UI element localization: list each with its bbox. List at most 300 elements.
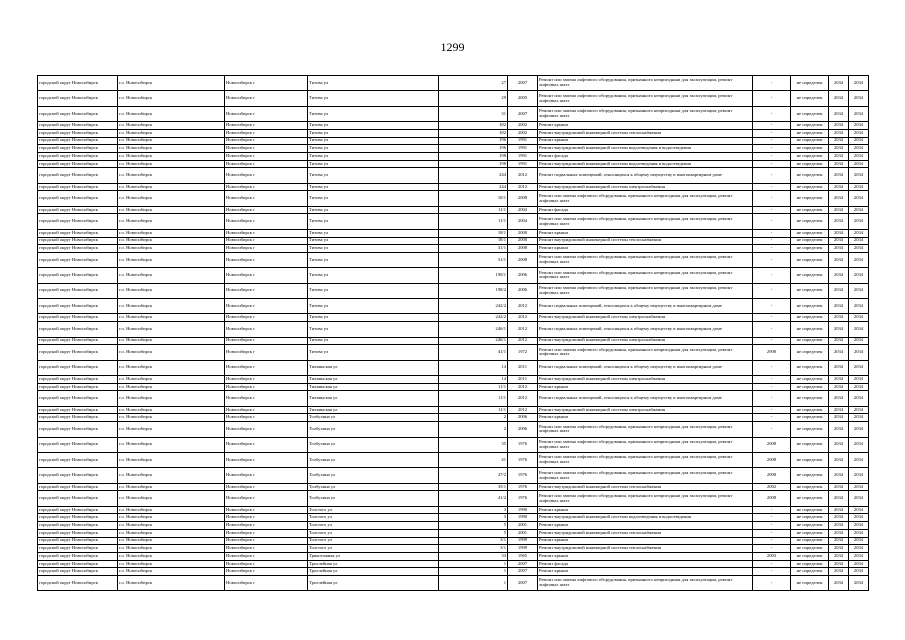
- table-row: [38, 376, 869, 384]
- house-number-cell: 198/2: [439, 283, 508, 298]
- municipality-cell: городской округ Новосибирск: [38, 191, 118, 206]
- year-built-cell: 1991: [508, 145, 538, 153]
- municipality-cell: городской округ Новосибирск: [38, 545, 118, 553]
- work-type-cell: Ремонт или замена лифтового оборудования, признанного непригодным для эксплуатации, ремонт лифтовых шахт: [538, 91, 753, 106]
- plan-start-cell: 2034: [829, 229, 849, 237]
- table-row: [38, 122, 869, 130]
- plan-end-cell: 2034: [849, 122, 869, 130]
- municipality-cell: городской округ Новосибирск: [38, 299, 118, 314]
- city-cell: Новосибирск г: [225, 245, 308, 253]
- city-cell: Новосибирск г: [225, 406, 308, 414]
- municipality-cell: городской округ Новосибирск: [38, 360, 118, 375]
- municipality-cell: городской округ Новосибирск: [38, 145, 118, 153]
- municipality-cell: городской округ Новосибирск: [38, 383, 118, 391]
- plan-start-cell: 2034: [829, 376, 849, 384]
- work-type-cell: Ремонт крыши: [538, 522, 753, 530]
- work-type-cell: Ремонт внутридомовой инженерной системы электроснабжения: [538, 406, 753, 414]
- work-type-cell: Ремонт внутридомовой инженерной системы теплоснабжения: [538, 237, 753, 245]
- last-repair-year-cell: -: [753, 268, 791, 283]
- year-built-cell: 2001: [508, 529, 538, 537]
- municipality-cell: городской округ Новосибирск: [38, 575, 118, 590]
- street-cell: Титова ул: [308, 183, 439, 191]
- settlement-cell: г.о. Новосибирск: [118, 383, 225, 391]
- year-built-cell: 2000: [508, 229, 538, 237]
- settlement-cell: г.о. Новосибирск: [118, 452, 225, 467]
- plan-end-cell: 2034: [849, 414, 869, 422]
- municipality-cell: городской округ Новосибирск: [38, 206, 118, 214]
- street-cell: Титова ул: [308, 237, 439, 245]
- table-row: [38, 76, 869, 91]
- work-type-cell: Ремонт или замена лифтового оборудования, признанного непригодным для эксплуатации, ремонт лифтовых шахт: [538, 252, 753, 267]
- table-row: [38, 560, 869, 568]
- last-repair-year-cell: -: [753, 537, 791, 545]
- plan-end-cell: 2034: [849, 406, 869, 414]
- municipality-cell: городской округ Новосибирск: [38, 406, 118, 414]
- plan-start-cell: 2034: [829, 145, 849, 153]
- municipality-cell: городской округ Новосибирск: [38, 229, 118, 237]
- plan-start-cell: 2034: [829, 522, 849, 530]
- settlement-cell: г.о. Новосибирск: [118, 391, 225, 406]
- municipality-cell: городской округ Новосибирск: [38, 237, 118, 245]
- house-number-cell: 244: [439, 183, 508, 191]
- year-built-cell: 2008: [508, 245, 538, 253]
- cost-cell: не определен: [791, 337, 829, 345]
- plan-end-cell: 2034: [849, 91, 869, 106]
- street-cell: Толбухина ул: [308, 414, 439, 422]
- plan-end-cell: 2034: [849, 506, 869, 514]
- municipality-cell: городской округ Новосибирск: [38, 152, 118, 160]
- plan-end-cell: 2034: [849, 552, 869, 560]
- settlement-cell: г.о. Новосибирск: [118, 183, 225, 191]
- year-built-cell: 2012: [508, 168, 538, 183]
- table-row: [38, 129, 869, 137]
- settlement-cell: г.о. Новосибирск: [118, 152, 225, 160]
- last-repair-year-cell: 2002: [753, 483, 791, 491]
- plan-start-cell: 2034: [829, 437, 849, 452]
- settlement-cell: г.о. Новосибирск: [118, 437, 225, 452]
- year-built-cell: 2007: [508, 560, 538, 568]
- plan-start-cell: 2034: [829, 414, 849, 422]
- municipality-cell: городской округ Новосибирск: [38, 414, 118, 422]
- cost-cell: не определен: [791, 91, 829, 106]
- municipality-cell: городской округ Новосибирск: [38, 245, 118, 253]
- last-repair-year-cell: -: [753, 575, 791, 590]
- plan-start-cell: 2034: [829, 152, 849, 160]
- last-repair-year-cell: -: [753, 568, 791, 576]
- municipality-cell: городской округ Новосибирск: [38, 122, 118, 130]
- year-built-cell: 1976: [508, 483, 538, 491]
- street-cell: Толстого ул: [308, 522, 439, 530]
- year-built-cell: 1972: [508, 345, 538, 360]
- last-repair-year-cell: -: [753, 529, 791, 537]
- house-number-cell: 246/1: [439, 322, 508, 337]
- last-repair-year-cell: -: [753, 191, 791, 206]
- street-cell: Титова ул: [308, 137, 439, 145]
- cost-cell: не определен: [791, 137, 829, 145]
- year-built-cell: 1999: [508, 545, 538, 553]
- year-built-cell: 2006: [508, 283, 538, 298]
- municipality-cell: городской округ Новосибирск: [38, 506, 118, 514]
- city-cell: Новосибирск г: [225, 506, 308, 514]
- municipality-cell: городской округ Новосибирск: [38, 468, 118, 483]
- settlement-cell: г.о. Новосибирск: [118, 145, 225, 153]
- last-repair-year-cell: -: [753, 168, 791, 183]
- city-cell: Новосибирск г: [225, 229, 308, 237]
- house-number-cell: 198: [439, 152, 508, 160]
- street-cell: Титова ул: [308, 322, 439, 337]
- year-built-cell: 1976: [508, 437, 538, 452]
- table-row: [38, 575, 869, 590]
- last-repair-year-cell: 2008: [753, 491, 791, 506]
- house-number-cell: 182: [439, 129, 508, 137]
- house-number-cell: 27: [439, 76, 508, 91]
- municipality-cell: городской округ Новосибирск: [38, 337, 118, 345]
- street-cell: Титова ул: [308, 245, 439, 253]
- table-row: [38, 468, 869, 483]
- work-type-cell: Ремонт подвальных помещений, относящихся к общему имуществу в многоквартирном доме: [538, 360, 753, 375]
- municipality-cell: городской округ Новосибирск: [38, 568, 118, 576]
- cost-cell: не определен: [791, 314, 829, 322]
- city-cell: Новосибирск г: [225, 152, 308, 160]
- plan-end-cell: 2034: [849, 345, 869, 360]
- municipality-cell: городской округ Новосибирск: [38, 522, 118, 530]
- cost-cell: не определен: [791, 376, 829, 384]
- house-number-cell: 244: [439, 168, 508, 183]
- house-number-cell: 1: [439, 575, 508, 590]
- city-cell: Новосибирск г: [225, 299, 308, 314]
- year-built-cell: 2006: [508, 422, 538, 437]
- cost-cell: не определен: [791, 152, 829, 160]
- settlement-cell: г.о. Новосибирск: [118, 237, 225, 245]
- cost-cell: не определен: [791, 437, 829, 452]
- year-built-cell: 2008: [508, 252, 538, 267]
- year-built-cell: 2012: [508, 299, 538, 314]
- last-repair-year-cell: -: [753, 237, 791, 245]
- municipality-cell: городской округ Новосибирск: [38, 529, 118, 537]
- work-type-cell: Ремонт подвальных помещений, относящихся к общему имуществу в многоквартирном доме: [538, 322, 753, 337]
- plan-end-cell: 2034: [849, 560, 869, 568]
- house-number-cell: 18/1: [439, 229, 508, 237]
- municipality-cell: городской округ Новосибирск: [38, 160, 118, 168]
- table-row: [38, 360, 869, 375]
- last-repair-year-cell: -: [753, 122, 791, 130]
- year-built-cell: 2007: [508, 575, 538, 590]
- city-cell: Новосибирск г: [225, 491, 308, 506]
- plan-start-cell: 2034: [829, 537, 849, 545]
- work-type-cell: Ремонт подвальных помещений, относящихся к общему имуществу в многоквартирном доме: [538, 299, 753, 314]
- municipality-cell: городской округ Новосибирск: [38, 314, 118, 322]
- house-number-cell: 1: [439, 568, 508, 576]
- street-cell: Титова ул: [308, 168, 439, 183]
- year-built-cell: 2012: [508, 406, 538, 414]
- municipality-cell: городской округ Новосибирск: [38, 214, 118, 229]
- street-cell: Титова ул: [308, 76, 439, 91]
- city-cell: Новосибирск г: [225, 145, 308, 153]
- work-type-cell: Ремонт крыши: [538, 568, 753, 576]
- work-type-cell: Ремонт крыши: [538, 383, 753, 391]
- street-cell: Толбухина ул: [308, 483, 439, 491]
- plan-start-cell: 2034: [829, 491, 849, 506]
- work-type-cell: Ремонт или замена лифтового оборудования, признанного непригодным для эксплуатации, ремонт лифтовых шахт: [538, 345, 753, 360]
- house-number-cell: 1: [439, 560, 508, 568]
- cost-cell: не определен: [791, 414, 829, 422]
- work-type-cell: Ремонт внутридомовой инженерной системы теплоснабжения: [538, 483, 753, 491]
- city-cell: Новосибирск г: [225, 183, 308, 191]
- year-built-cell: 2006: [508, 268, 538, 283]
- plan-start-cell: 2034: [829, 183, 849, 191]
- street-cell: Титова ул: [308, 252, 439, 267]
- table-row: [38, 191, 869, 206]
- last-repair-year-cell: -: [753, 545, 791, 553]
- settlement-cell: г.о. Новосибирск: [118, 414, 225, 422]
- work-type-cell: Ремонт подвальных помещений, относящихся к общему имуществу в многоквартирном доме: [538, 168, 753, 183]
- plan-end-cell: 2034: [849, 422, 869, 437]
- cost-cell: не определен: [791, 575, 829, 590]
- last-repair-year-cell: -: [753, 376, 791, 384]
- house-number-cell: 18/1: [439, 237, 508, 245]
- plan-end-cell: 2034: [849, 437, 869, 452]
- municipality-cell: городской округ Новосибирск: [38, 514, 118, 522]
- street-cell: Титова ул: [308, 191, 439, 206]
- municipality-cell: городской округ Новосибирск: [38, 268, 118, 283]
- table-row: [38, 537, 869, 545]
- year-built-cell: 1976: [508, 452, 538, 467]
- work-type-cell: Ремонт крыши: [538, 414, 753, 422]
- work-type-cell: Ремонт или замена лифтового оборудования, признанного непригодным для эксплуатации, ремонт лифтовых шахт: [538, 437, 753, 452]
- year-built-cell: 2001: [508, 522, 538, 530]
- city-cell: Новосибирск г: [225, 422, 308, 437]
- plan-end-cell: 2034: [849, 237, 869, 245]
- cost-cell: не определен: [791, 506, 829, 514]
- table-row: [38, 106, 869, 121]
- cost-cell: не определен: [791, 452, 829, 467]
- work-type-cell: Ремонт крыши: [538, 229, 753, 237]
- table-row: [38, 406, 869, 414]
- house-number-cell: 31: [439, 106, 508, 121]
- cost-cell: не определен: [791, 122, 829, 130]
- street-cell: Толбухина ул: [308, 422, 439, 437]
- house-number-cell: 198: [439, 160, 508, 168]
- cost-cell: не определен: [791, 529, 829, 537]
- last-repair-year-cell: -: [753, 160, 791, 168]
- year-built-cell: 2000: [508, 237, 538, 245]
- plan-start-cell: 2034: [829, 560, 849, 568]
- cost-cell: не определен: [791, 406, 829, 414]
- plan-end-cell: 2034: [849, 76, 869, 91]
- plan-start-cell: 2034: [829, 529, 849, 537]
- settlement-cell: г.о. Новосибирск: [118, 575, 225, 590]
- house-number-cell: 246/1: [439, 337, 508, 345]
- house-number-cell: 35: [439, 437, 508, 452]
- street-cell: Титова ул: [308, 160, 439, 168]
- cost-cell: не определен: [791, 483, 829, 491]
- cost-cell: не определен: [791, 106, 829, 121]
- house-number-cell: 5: [439, 522, 508, 530]
- table-row: [38, 183, 869, 191]
- table-body: [38, 76, 869, 591]
- city-cell: Новосибирск г: [225, 268, 308, 283]
- work-type-cell: Ремонт или замена лифтового оборудования, признанного непригодным для эксплуатации, ремонт лифтовых шахт: [538, 468, 753, 483]
- settlement-cell: г.о. Новосибирск: [118, 568, 225, 576]
- street-cell: Титова ул: [308, 337, 439, 345]
- plan-start-cell: 2034: [829, 552, 849, 560]
- last-repair-year-cell: -: [753, 391, 791, 406]
- work-type-cell: Ремонт внутридомовой инженерной системы электроснабжения: [538, 337, 753, 345]
- street-cell: Тихвинская ул: [308, 383, 439, 391]
- work-type-cell: Ремонт крыши: [538, 137, 753, 145]
- plan-start-cell: 2034: [829, 406, 849, 414]
- house-number-cell: 31/1: [439, 245, 508, 253]
- cost-cell: не определен: [791, 522, 829, 530]
- municipality-cell: городской округ Новосибирск: [38, 322, 118, 337]
- plan-start-cell: 2034: [829, 76, 849, 91]
- plan-end-cell: 2034: [849, 522, 869, 530]
- street-cell: Трикотажная ул: [308, 552, 439, 560]
- table-row: [38, 145, 869, 153]
- plan-start-cell: 2034: [829, 245, 849, 253]
- city-cell: Новосибирск г: [225, 322, 308, 337]
- municipality-cell: городской округ Новосибирск: [38, 437, 118, 452]
- settlement-cell: г.о. Новосибирск: [118, 337, 225, 345]
- city-cell: Новосибирск г: [225, 568, 308, 576]
- settlement-cell: г.о. Новосибирск: [118, 252, 225, 267]
- plan-end-cell: 2034: [849, 545, 869, 553]
- table-row: [38, 137, 869, 145]
- settlement-cell: г.о. Новосибирск: [118, 545, 225, 553]
- plan-end-cell: 2034: [849, 360, 869, 375]
- street-cell: Толбухина ул: [308, 437, 439, 452]
- cost-cell: не определен: [791, 345, 829, 360]
- plan-end-cell: 2034: [849, 245, 869, 253]
- last-repair-year-cell: 2008: [753, 437, 791, 452]
- city-cell: Новосибирск г: [225, 391, 308, 406]
- plan-start-cell: 2034: [829, 160, 849, 168]
- city-cell: Новосибирск г: [225, 552, 308, 560]
- plan-start-cell: 2034: [829, 214, 849, 229]
- municipality-cell: городской округ Новосибирск: [38, 552, 118, 560]
- year-built-cell: 1976: [508, 468, 538, 483]
- work-type-cell: Ремонт крыши: [538, 552, 753, 560]
- city-cell: Новосибирск г: [225, 214, 308, 229]
- last-repair-year-cell: -: [753, 506, 791, 514]
- settlement-cell: г.о. Новосибирск: [118, 360, 225, 375]
- street-cell: Толбухина ул: [308, 491, 439, 506]
- page-number: 1299: [440, 40, 465, 54]
- plan-end-cell: 2034: [849, 491, 869, 506]
- municipality-cell: городской округ Новосибирск: [38, 422, 118, 437]
- work-type-cell: Ремонт внутридомовой инженерной системы теплоснабжения: [538, 529, 753, 537]
- year-built-cell: 2007: [508, 106, 538, 121]
- work-type-cell: Ремонт внутридомовой инженерной системы теплоснабжения: [538, 129, 753, 137]
- street-cell: Титова ул: [308, 299, 439, 314]
- plan-end-cell: 2034: [849, 322, 869, 337]
- settlement-cell: г.о. Новосибирск: [118, 91, 225, 106]
- city-cell: Новосибирск г: [225, 514, 308, 522]
- municipality-cell: городской округ Новосибирск: [38, 137, 118, 145]
- city-cell: Новосибирск г: [225, 376, 308, 384]
- settlement-cell: г.о. Новосибирск: [118, 160, 225, 168]
- house-number-cell: 3: [439, 506, 508, 514]
- last-repair-year-cell: -: [753, 206, 791, 214]
- year-built-cell: 1991: [508, 137, 538, 145]
- plan-start-cell: 2034: [829, 168, 849, 183]
- last-repair-year-cell: -: [753, 414, 791, 422]
- municipality-cell: городской округ Новосибирск: [38, 491, 118, 506]
- work-type-cell: Ремонт или замена лифтового оборудования, признанного непригодным для эксплуатации, ремонт лифтовых шахт: [538, 452, 753, 467]
- municipality-cell: городской округ Новосибирск: [38, 560, 118, 568]
- plan-end-cell: 2034: [849, 568, 869, 576]
- city-cell: Новосибирск г: [225, 191, 308, 206]
- street-cell: Титова ул: [308, 91, 439, 106]
- municipality-cell: городской округ Новосибирск: [38, 345, 118, 360]
- street-cell: Титова ул: [308, 106, 439, 121]
- year-built-cell: 1999: [508, 537, 538, 545]
- settlement-cell: г.о. Новосибирск: [118, 483, 225, 491]
- cost-cell: не определен: [791, 360, 829, 375]
- city-cell: Новосибирск г: [225, 483, 308, 491]
- plan-start-cell: 2034: [829, 91, 849, 106]
- house-number-cell: 2: [439, 422, 508, 437]
- street-cell: Титова ул: [308, 145, 439, 153]
- plan-end-cell: 2034: [849, 337, 869, 345]
- year-built-cell: 2011: [508, 376, 538, 384]
- settlement-cell: г.о. Новосибирск: [118, 129, 225, 137]
- table-row: [38, 91, 869, 106]
- municipality-cell: городской округ Новосибирск: [38, 537, 118, 545]
- municipality-cell: городской округ Новосибирск: [38, 183, 118, 191]
- last-repair-year-cell: 2008: [753, 468, 791, 483]
- city-cell: Новосибирск г: [225, 168, 308, 183]
- plan-end-cell: 2034: [849, 299, 869, 314]
- settlement-cell: г.о. Новосибирск: [118, 122, 225, 130]
- plan-start-cell: 2034: [829, 137, 849, 145]
- plan-end-cell: 2034: [849, 383, 869, 391]
- city-cell: Новосибирск г: [225, 283, 308, 298]
- cost-cell: не определен: [791, 568, 829, 576]
- work-type-cell: Ремонт внутридомовой инженерной системы электроснабжения: [538, 314, 753, 322]
- city-cell: Новосибирск г: [225, 137, 308, 145]
- table-row: [38, 152, 869, 160]
- last-repair-year-cell: 2908: [753, 345, 791, 360]
- cost-cell: не определен: [791, 545, 829, 553]
- work-type-cell: Ремонт или замена лифтового оборудования, признанного непригодным для эксплуатации, ремонт лифтовых шахт: [538, 191, 753, 206]
- work-type-cell: Ремонт внутридомовой инженерной системы теплоснабжения: [538, 545, 753, 553]
- table-row: [38, 491, 869, 506]
- table-row: [38, 545, 869, 553]
- settlement-cell: г.о. Новосибирск: [118, 191, 225, 206]
- table-row: [38, 214, 869, 229]
- house-number-cell: 11/1: [439, 383, 508, 391]
- house-number-cell: 196: [439, 137, 508, 145]
- cost-cell: не определен: [791, 183, 829, 191]
- plan-start-cell: 2034: [829, 106, 849, 121]
- plan-end-cell: 2034: [849, 106, 869, 121]
- house-number-cell: 3/1: [439, 537, 508, 545]
- plan-end-cell: 2034: [849, 206, 869, 214]
- plan-start-cell: 2034: [829, 345, 849, 360]
- last-repair-year-cell: -: [753, 360, 791, 375]
- plan-end-cell: 2034: [849, 191, 869, 206]
- cost-cell: не определен: [791, 237, 829, 245]
- last-repair-year-cell: -: [753, 560, 791, 568]
- city-cell: Новосибирск г: [225, 414, 308, 422]
- year-built-cell: 1990: [508, 506, 538, 514]
- house-number-cell: 14: [439, 360, 508, 375]
- year-built-cell: 1991: [508, 152, 538, 160]
- house-number-cell: 242/2: [439, 299, 508, 314]
- city-cell: Новосибирск г: [225, 129, 308, 137]
- settlement-cell: г.о. Новосибирск: [118, 229, 225, 237]
